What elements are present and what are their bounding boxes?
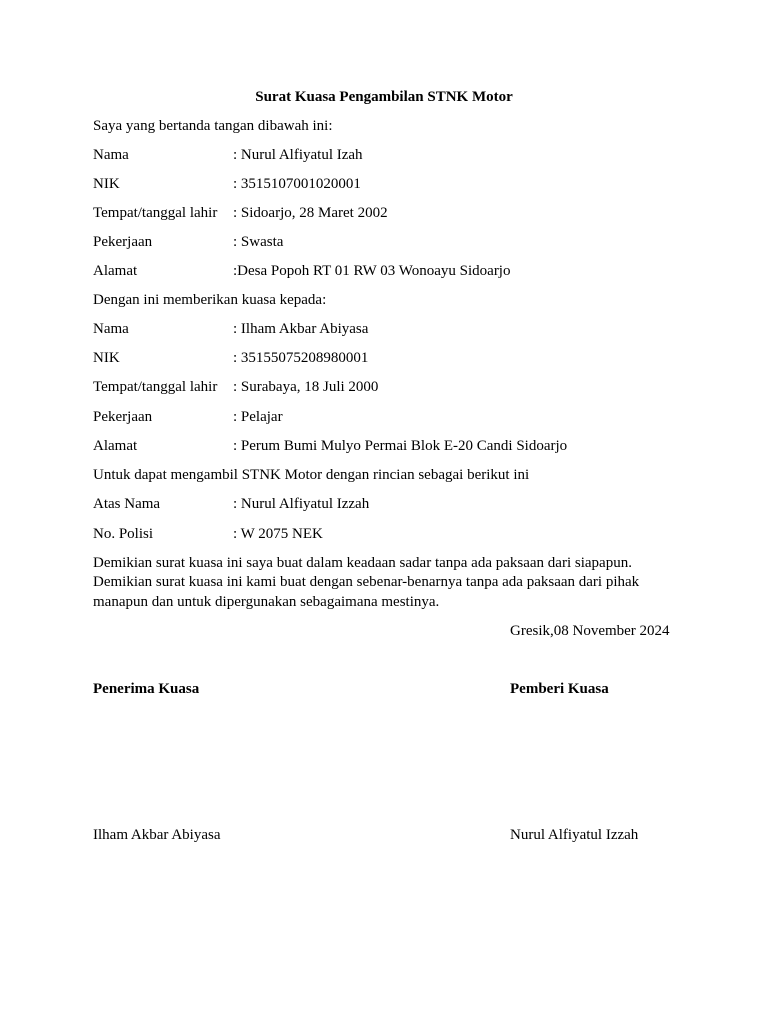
purpose-text: Untuk dapat mengambil STNK Motor dengan rincian sebagai berikut ini	[93, 467, 530, 483]
grantee-nik-value: : 35155075208980001	[233, 350, 369, 366]
grantee-name-label: Nama	[93, 321, 129, 337]
grantor-birth-row	[93, 203, 693, 223]
grantee-nik-row	[93, 348, 693, 368]
grantor-birth-label: Tempat/tanggal lahir	[93, 205, 218, 221]
grantor-address-value: :Desa Popoh RT 01 RW 03 Wonoayu Sidoarjo	[233, 263, 511, 279]
grantee-birth-row	[93, 377, 693, 397]
grantor-nik-row	[93, 174, 693, 194]
grantor-address-label: Alamat	[93, 263, 138, 279]
grantor-nik-label: NIK	[93, 176, 120, 192]
giver-heading: Pemberi Kuasa	[510, 681, 609, 697]
grantee-address-value: : Perum Bumi Mulyo Permai Blok E-20 Candi Sidoarjo	[233, 438, 568, 454]
receiver-heading: Penerima Kuasa	[93, 681, 200, 697]
grantor-nik-value: : 3515107001020001	[233, 176, 361, 192]
grantor-address-row	[93, 261, 693, 281]
receiver-name: Ilham Akbar Abiyasa	[93, 827, 221, 843]
grantee-address-row	[93, 436, 693, 456]
grantor-name-value: : Nurul Alfiyatul Izah	[233, 147, 363, 163]
giver-name: Nurul Alfiyatul Izzah	[510, 827, 639, 843]
vehicle-plate-label: No. Polisi	[93, 526, 154, 542]
vehicle-owner-value: : Nurul Alfiyatul Izzah	[233, 496, 370, 512]
grant-statement: Dengan ini memberikan kuasa kepada:	[93, 292, 327, 308]
grantor-job-label: Pekerjaan	[93, 234, 153, 250]
grantor-name-row	[93, 145, 693, 165]
vehicle-plate-row	[93, 524, 693, 544]
grantee-job-value: : Pelajar	[233, 409, 283, 425]
grantee-birth-label: Tempat/tanggal lahir	[93, 379, 218, 395]
vehicle-plate-value: : W 2075 NEK	[233, 526, 323, 542]
intro-text: Saya yang bertanda tangan dibawah ini:	[93, 118, 333, 134]
grantor-job-row	[93, 232, 693, 252]
grantee-job-label: Pekerjaan	[93, 409, 153, 425]
closing-statement-1: Demikian surat kuasa ini saya buat dalam keadaan sadar tanpa ada paksaan dari siapapun.	[93, 555, 632, 571]
grantee-address-label: Alamat	[93, 438, 138, 454]
place-date: Gresik,08 November 2024	[510, 623, 670, 639]
grantee-nik-label: NIK	[93, 350, 120, 366]
vehicle-owner-row	[93, 494, 693, 514]
grantee-name-row	[93, 319, 693, 339]
grantor-name-label: Nama	[93, 147, 129, 163]
closing-statement-2: Demikian surat kuasa ini kami buat dengan sebenar-benarnya tanpa ada paksaan dari pihak manapun dan untuk dipergunakan sebagaimana mestinya.	[93, 574, 640, 610]
document-title: Surat Kuasa Pengambilan STNK Motor	[255, 89, 513, 105]
grantee-job-row	[93, 407, 693, 427]
grantee-name-value: : Ilham Akbar Abiyasa	[233, 321, 369, 337]
grantor-birth-value: : Sidoarjo, 28 Maret 2002	[233, 205, 388, 221]
vehicle-owner-label: Atas Nama	[93, 496, 161, 512]
grantor-job-value: : Swasta	[233, 234, 284, 250]
grantee-birth-value: : Surabaya, 18 Juli 2000	[233, 379, 379, 395]
